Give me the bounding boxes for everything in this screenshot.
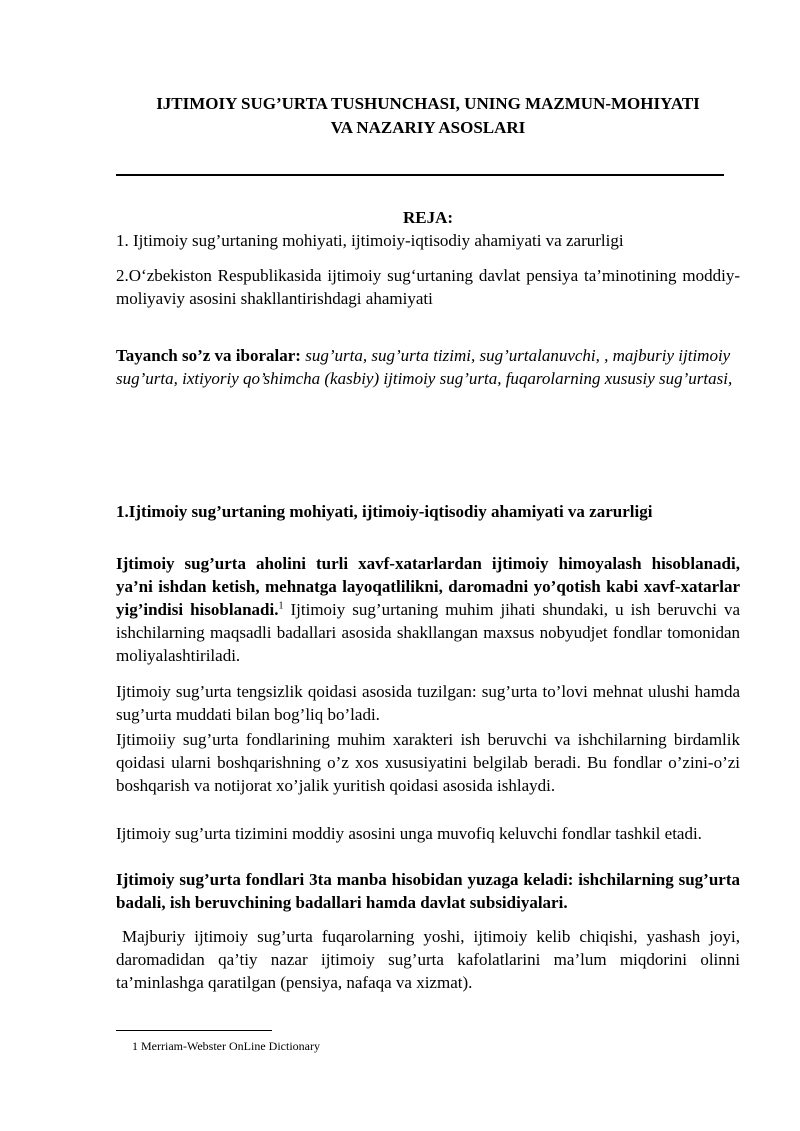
paragraph-3: Ijtimoiiy sug’urta fondlarining muhim xarakteri ish beruvchi va ishchilarning birdamlik qoidasi ularni boshqarishning o’z xos xususiyatini belgilab beradi. Bu fondlar o’zini-o’zi boshqarish va notijorat xo’jalik yuritish qoidasi asosida ishlaydi. (116, 730, 740, 795)
title-divider (116, 174, 724, 176)
paragraph-1-rest: Ijtimoiy sug’urtaning muhim jihati shundaki, u ish beruvchi va ishchilarning maqsadli badallari asosida shakllangan maxsus nobyudjet fondlar tomonidan moliyalashtiriladi. (116, 600, 741, 665)
footnote: 1 Merriam-Webster OnLine Dictionary (132, 1039, 320, 1053)
paragraph-1-bold: Ijtimoiy sug’urta aholini turli xavf-xatarlardan ijtimoiy himoyalash hisoblanadi, ya’ni ishdan ketish, mehnatga layoqatlilikni, daromadni yo’qotish kabi xavf-xatarlar yig’indisi hisoblanadi. (116, 554, 740, 619)
keywords-label: Tayanch so’z va iboralar: (116, 346, 301, 365)
title-line-2: VA NAZARIY ASOSLARI (330, 118, 526, 137)
paragraph-2: Ijtimoiy sug’urta tengsizlik qoidasi asosida tuzilgan: sug’urta to’lovi mehnat ulushi hamda sug’urta muddati bilan bog’liq bo’ladi. (116, 682, 740, 724)
plan-item-2: 2.O‘zbekiston Respublikasida ijtimoiy sug‘urtaning davlat pensiya ta’minotining moddiy-moliyaviy asosini shakllantirishdagi ahamiyati (116, 266, 740, 308)
keywords-line-2: sug’urta, ixtiyoriy qo’shimcha (kasbiy) ijtimoiy sug’urta, fuqarolarning xususiy sug’urtasi, (116, 369, 733, 388)
section-heading: 1.Ijtimoiy sug’urtaning mohiyati, ijtimoiy-iqtisodiy ahamiyati va zarurligi (116, 502, 653, 521)
reja-heading: REJA: (402, 208, 454, 227)
document-title (116, 92, 740, 140)
keywords-block (116, 344, 740, 390)
keywords-line-1: sug’urta, sug’urta tizimi, sug’urtalanuvchi, , majburiy ijtimoiy (305, 346, 731, 365)
paragraph-1 (116, 552, 740, 667)
footnote-divider (116, 1030, 272, 1031)
paragraph-6: Majburiy ijtimoiy sug’urta fuqarolarning yoshi, ijtimoiy kelib chiqishi, yashash joyi, daromadidan qa’tiy nazar ijtimoiy sug’urta kafolatlarini ma’lum miqdorini olinni ta’minlashga qaratilgan (pensiya, nafaqa va xizmat). (116, 927, 740, 992)
footnote-ref: 1 (278, 600, 284, 612)
paragraph-4: Ijtimoiy sug’urta tizimini moddiy asosini unga muvofiq keluvchi fondlar tashkil etadi. (116, 824, 702, 843)
title-line-1: IJTIMOIY SUG’URTA TUSHUNCHASI, UNING MAZMUN-MOHIYATI (156, 94, 700, 113)
paragraph-5: Ijtimoiy sug’urta fondlari 3ta manba hisobidan yuzaga keladi: ishchilarning sug’urta badali, ish beruvchining badallari hamda davlat subsidiyalari. (116, 870, 740, 912)
plan-item-1: 1. Ijtimoiy sug’urtaning mohiyati, ijtimoiy-iqtisodiy ahamiyati va zarurligi (116, 231, 624, 250)
